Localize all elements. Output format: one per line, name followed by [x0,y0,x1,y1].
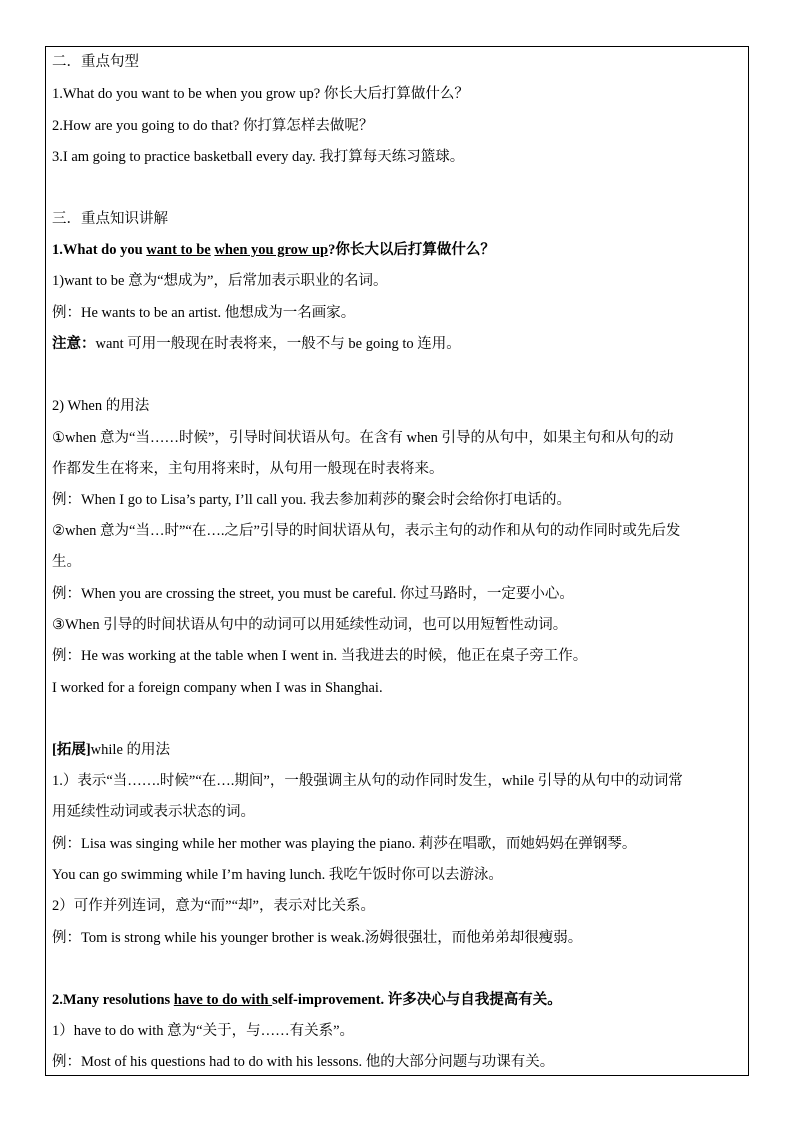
point-1-prefix: 1.What do you [52,242,147,258]
when-usage-2b: 生。 [52,554,81,570]
when-usage-3: ③When 引导的时间状语从句中的动词可以用延续性动词，也可以用短暂性动词。 [52,617,568,633]
point-2-heading: 2) When 的用法 [52,398,150,414]
when-example-1: 例：When I go to Lisa’s party, I’ll call you. 我去参加莉莎的聚会时会给你打电话的。 [52,492,571,508]
while-usage-2: 2）可作并列连词，意为“而”“却”，表示对比关系。 [52,898,375,914]
section-heading-knowledge: 三．重点知识讲解 [52,211,168,227]
extension-label: [拓展] [52,742,91,758]
have-to-do-with-example: 例：Most of his questions had to do with his lessons. 他的大部分问题与功课有关。 [52,1054,555,1070]
while-example-2: You can go swimming while I’m having lunch. 我吃午饭时你可以去游泳。 [52,867,503,883]
point-1-example: 例：He wants to be an artist. 他想成为一名画家。 [52,305,356,321]
point-1-suffix: ?你长大以后打算做什么？ [328,242,495,258]
point-1-explanation: 1)want to be 意为“想成为”，后常加表示职业的名词。 [52,273,388,289]
resolutions-prefix: 2.Many resolutions [52,992,174,1008]
when-example-4: I worked for a foreign company when I was in Shanghai. [52,680,383,696]
point-1-note [52,334,461,354]
content-frame [45,46,749,1076]
while-usage-1b: 用延续性动词或表示状态的词。 [52,804,255,820]
point-1-underline-when: when you grow up [214,242,329,258]
point-resolutions-title [52,990,562,1010]
resolutions-underline: have to do with [173,992,273,1008]
extension-heading [52,740,170,760]
note-label: 注意： [52,336,96,352]
sentence-2: 2.How are you going to do that? 你打算怎样去做呢？ [52,118,374,134]
sentence-1: 1.What do you want to be when you grow up? 你长大后打算做什么？ [52,86,469,102]
when-usage-2a: ②when 意为“当…时”“在….之后”引导的时间状语从句，表示主句的动作和从句的动作同时或先后发 [52,523,681,539]
while-example-3: 例：Tom is strong while his younger brother is weak.汤姆很强壮，而他弟弟却很瘦弱。 [52,930,583,946]
section-heading-key-sentences: 二．重点句型 [52,54,139,70]
when-example-3: 例：He was working at the table when I went in. 当我进去的时候，他正在桌子旁工作。 [52,648,588,664]
resolutions-suffix: self-improvement. 许多决心与自我提高有关。 [272,992,562,1008]
when-usage-1b: 作都发生在将来，主句用将来时，从句用一般现在时表将来。 [52,461,444,477]
while-example-1: 例：Lisa was singing while her mother was playing the piano. 莉莎在唱歌，而她妈妈在弹钢琴。 [52,836,637,852]
when-example-2: 例：When you are crossing the street, you must be careful. 你过马路时，一定要小心。 [52,586,574,602]
point-1-underline-want: want to be [146,242,211,258]
extension-title: while 的用法 [90,742,171,758]
when-usage-1a: ①when 意为“当……时候”，引导时间状语从句。在含有 when 引导的从句中，如果主句和从句的动 [52,430,674,446]
while-usage-1a: 1.）表示“当…….时候”“在….期间”，一般强调主从句的动作同时发生，while 引导的从句中的动词常 [52,773,683,789]
note-text: want 可用一般现在时表将来，一般不与 be going to 连用。 [95,336,461,352]
point-1-title [52,240,495,260]
have-to-do-with-explanation: 1）have to do with 意为“关于，与……有关系”。 [52,1023,355,1039]
sentence-3: 3.I am going to practice basketball every day. 我打算每天练习篮球。 [52,149,465,165]
